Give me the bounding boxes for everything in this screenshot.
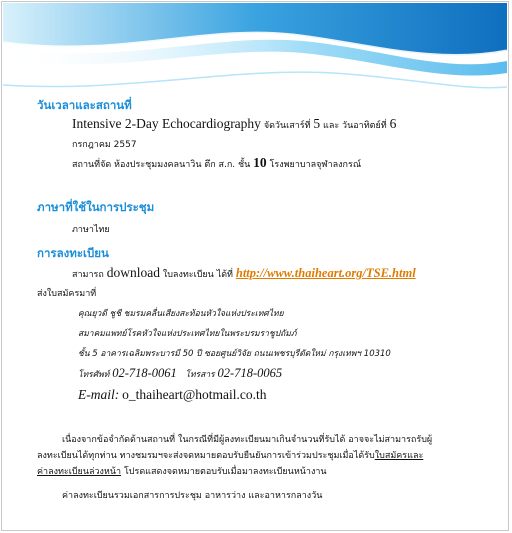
event-venue: สถานที่จัด ห้องประชุมมงคลนาวิน ตึก ส.ก. ชั้น bbox=[72, 160, 251, 170]
note-p1-line2 bbox=[37, 448, 423, 462]
registration-prefix: สามารถ bbox=[72, 270, 104, 280]
event-title-line bbox=[72, 116, 396, 132]
note-p1-line3a: ค่าลงทะเบียนล่วงหน้า bbox=[37, 467, 122, 477]
language-heading: ภาษาที่ใช้ในการประชุม bbox=[37, 200, 155, 214]
note-p1-line1: เนื่องจากข้อจำกัดด้านสถานที่ ในกรณีที่มีผู้ลงทะเบียนมาเกินจำนวนที่รับได้ อาจจะไม่สามารถรับผู้ bbox=[62, 435, 433, 445]
address-line2: สมาคมแพทย์โรคหัวใจแห่งประเทศไทยในพระบรมราชูปถัมภ์ bbox=[78, 329, 297, 339]
event-date-part1: จัดวันเสาร์ที่ bbox=[263, 121, 311, 131]
registration-mid: ใบลงทะเบียน ได้ที่ bbox=[162, 270, 233, 280]
event-venue-line bbox=[72, 155, 361, 171]
language-value: ภาษาไทย bbox=[72, 225, 110, 235]
fax-number: 02-718-0065 bbox=[217, 366, 283, 380]
event-date-line2: กรกฎาคม 2557 bbox=[72, 140, 137, 150]
event-venue-floor: 10 bbox=[253, 155, 267, 170]
event-date-and: และ วันอาทิตย์ที่ bbox=[323, 121, 387, 131]
phone-label: โทรศัพท์ bbox=[78, 370, 110, 380]
contact-email-line bbox=[78, 387, 267, 403]
fax-label: โทรสาร bbox=[185, 370, 215, 380]
email-label: E-mail: bbox=[78, 387, 120, 402]
event-venue-hospital: โรงพยาบาลจุฬาลงกรณ์ bbox=[269, 160, 362, 170]
address-line3: ชั้น 5 อาคารเฉลิมพระบารมี 50 ปี ซอยศูนย์วิจัย ถนนเพชรบุรีตัดใหม่ กรุงเทพฯ 10310 bbox=[78, 349, 391, 359]
email-address[interactable]: o_thaiheart@hotmail.co.th bbox=[122, 387, 267, 402]
note-p2: ค่าลงทะเบียนรวมเอกสารการประชุม อาหารว่าง และอาหารกลางวัน bbox=[62, 491, 323, 501]
phone-number: 02-718-0061 bbox=[112, 366, 177, 380]
download-word: download bbox=[106, 265, 160, 280]
registration-line2: ส่งใบสมัครมาที่ bbox=[37, 289, 97, 299]
event-date-num2: 6 bbox=[389, 116, 397, 131]
registration-line1 bbox=[72, 265, 416, 281]
note-p1-line3 bbox=[37, 464, 327, 478]
header-banner bbox=[3, 3, 507, 95]
note-p1-line3b: โปรดแสดงจดหมายตอบรับเมื่อมาลงทะเบียนหน้างาน bbox=[123, 467, 327, 477]
note-p1-line2a: ลงทะเบียนได้ทุกท่าน ทางชมรมฯจะส่งจดหมายตอบรับยืนยันการเข้าร่วมประชุมเมื่อได้รับ bbox=[37, 451, 375, 461]
address-line1: คุณยุวดี ชูชี ชมรมคลื่นเสียงสะท้อนหัวใจแห่งประเทศไทย bbox=[78, 309, 284, 319]
note-p1-line2b: ใบสมัครและ bbox=[374, 451, 424, 461]
wave-graphic bbox=[3, 3, 507, 95]
event-title: Intensive 2-Day Echocardiography bbox=[72, 116, 261, 131]
contact-phone-line bbox=[78, 366, 282, 381]
registration-heading: การลงทะเบียน bbox=[37, 246, 109, 260]
registration-url-link[interactable]: http://www.thaiheart.org/TSE.html bbox=[235, 266, 416, 280]
venue-heading: วันเวลาและสถานที่ bbox=[37, 98, 132, 112]
event-date-num1: 5 bbox=[313, 116, 321, 131]
